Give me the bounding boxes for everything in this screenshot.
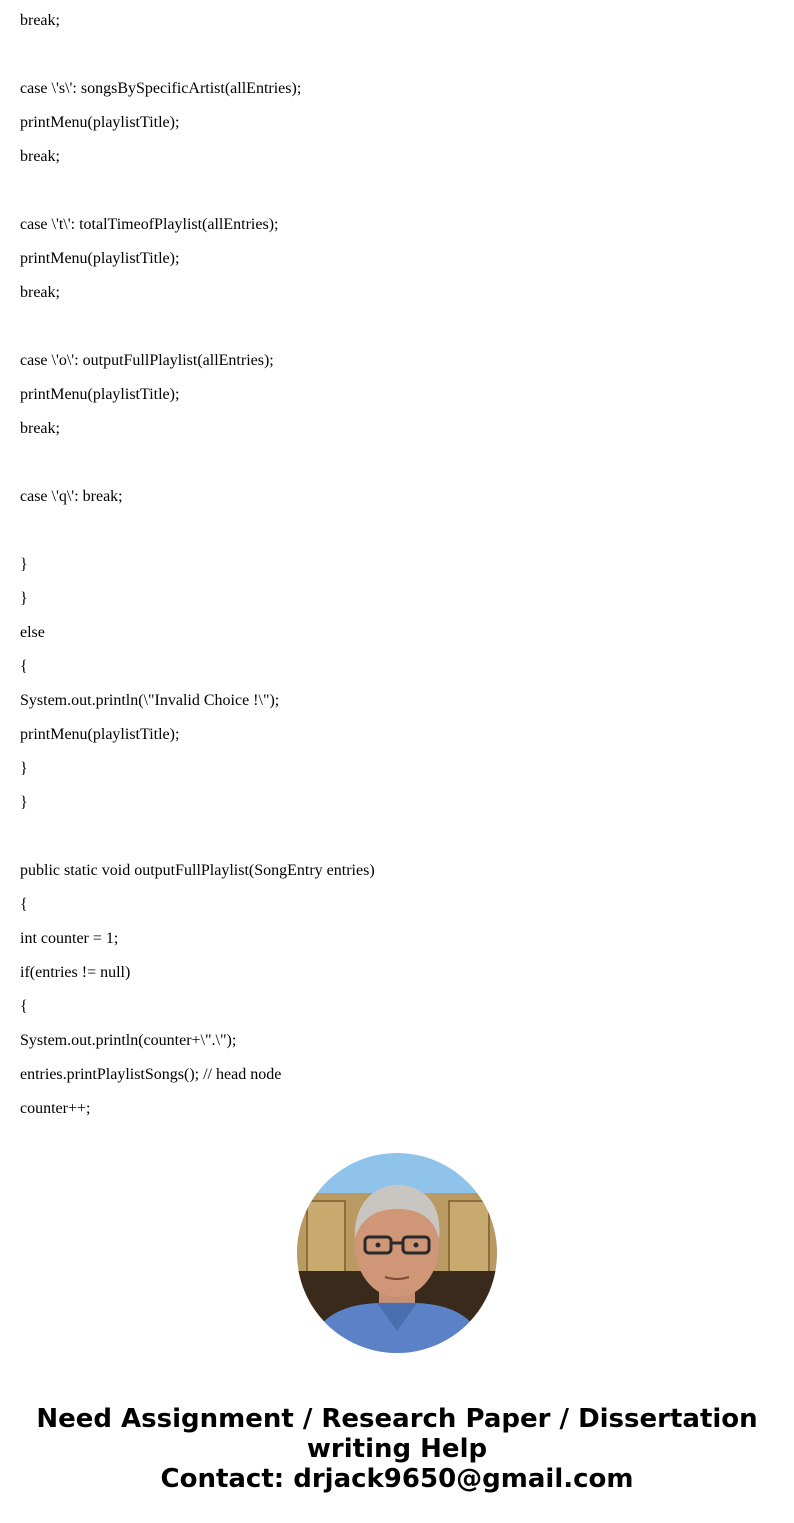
code-line: } <box>20 556 28 573</box>
code-line: System.out.println(\"Invalid Choice !\"); <box>20 692 280 709</box>
code-line: case \'s\': songsBySpecificArtist(allEntries); <box>20 80 302 97</box>
code-line: break; <box>20 284 60 301</box>
person-portrait-icon <box>297 1153 497 1353</box>
code-line <box>20 816 780 850</box>
code-line: case \'q\': break; <box>20 488 123 505</box>
footer-line-1: Need Assignment / Research Paper / Dissertation <box>36 1404 758 1434</box>
code-line: else <box>20 624 45 641</box>
code-line: System.out.println(counter+\".\"); <box>20 1032 237 1049</box>
code-line: } <box>20 794 28 811</box>
code-line: printMenu(playlistTitle); <box>20 386 180 403</box>
code-line: } <box>20 590 28 607</box>
code-line: if(entries != null) <box>20 964 131 981</box>
footer-contact-line: Contact: drjack9650@gmail.com <box>160 1464 634 1494</box>
code-line: { <box>20 896 28 913</box>
author-avatar <box>297 1153 497 1353</box>
code-line: entries.printPlaylistSongs(); // head node <box>20 1066 282 1083</box>
code-line: break; <box>20 12 60 29</box>
code-line: public static void outputFullPlaylist(SongEntry entries) <box>20 862 375 879</box>
code-line: break; <box>20 420 60 437</box>
footer-contact <box>0 1404 794 1494</box>
code-line: counter++; <box>20 1100 91 1117</box>
code-line: { <box>20 998 28 1015</box>
code-line: case \'o\': outputFullPlaylist(allEntries); <box>20 352 274 369</box>
code-line <box>20 510 780 544</box>
code-line: } <box>20 760 28 777</box>
code-line <box>20 34 780 68</box>
code-line <box>20 170 780 204</box>
code-line: case \'t\': totalTimeofPlaylist(allEntries); <box>20 216 279 233</box>
code-line <box>20 306 780 340</box>
code-line: int counter = 1; <box>20 930 119 947</box>
code-line: { <box>20 658 28 675</box>
code-line: printMenu(playlistTitle); <box>20 250 180 267</box>
code-block <box>20 0 780 1122</box>
code-line: printMenu(playlistTitle); <box>20 114 180 131</box>
code-line <box>20 442 780 476</box>
code-line: printMenu(playlistTitle); <box>20 726 180 743</box>
code-line: break; <box>20 148 60 165</box>
footer-line-2: writing Help <box>306 1434 488 1464</box>
